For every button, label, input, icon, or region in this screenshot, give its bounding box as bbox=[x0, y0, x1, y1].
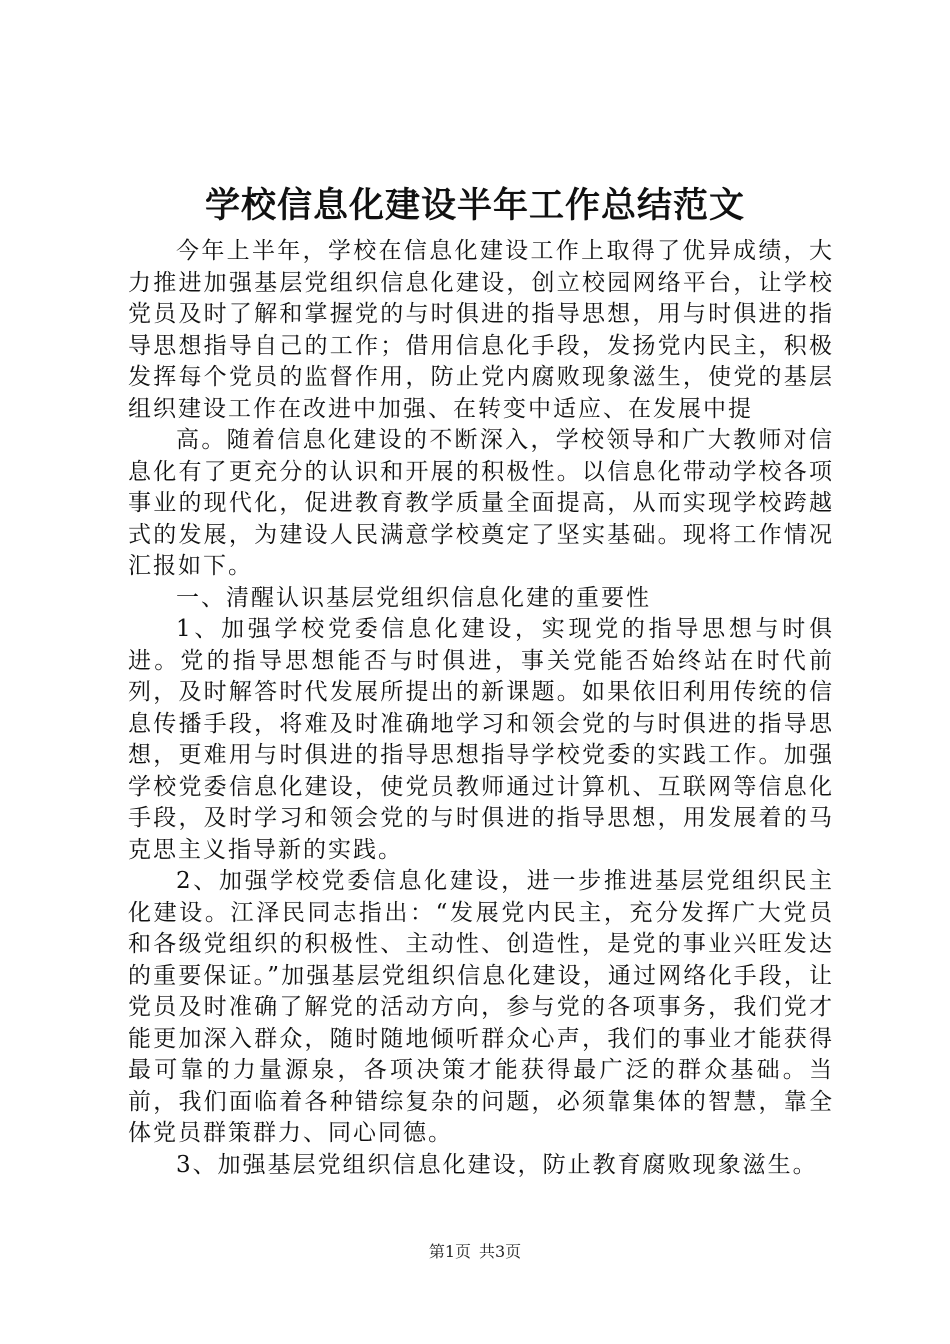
paragraph-intro-continued: 高。随着信息化建设的不断深入，学校领导和广大教师对信息化有了更充分的认识和开展的积极性。以信息化带动学校各项事业的现代化，促进教育教学质量全面提高，从而实现学校跨越式的发展，为建设人民满意学校奠定了坚实基础。现将工作情况汇报如下。 bbox=[128, 427, 834, 579]
document-body bbox=[128, 236, 834, 1181]
paragraph-point-1: 1、加强学校党委信息化建设，实现党的指导思想与时俱进。党的指导思想能否与时俱进，事关党能否始终站在时代前列，及时解答时代发展所提出的新课题。如果依旧利用传统的信息传播手段，将难及时准确地学习和领会党的与时俱进的指导思想，更难用与时俱进的指导思想指导学校党委的实践工作。加强学校党委信息化建设，使党员教师通过计算机、互联网等信息化手段，及时学习和领会党的与时俱进的指导思想，用发展着的马克思主义指导新的实践。 bbox=[128, 616, 834, 863]
paragraph-point-2: 2、加强学校党委信息化建设，进一步推进基层党组织民主化建设。江泽民同志指出：“发展党内民主，充分发挥广大党员和各级党组织的积极性、主动性、创造性，是党的事业兴旺发达的重要保证。”加强基层党组织信息化建设，通过网络化手段，让党员及时准确了解党的活动方向，参与党的各项事务，我们党才能更加深入群众，随时随地倾听群众心声，我们的事业才能获得最可靠的力量源泉，各项决策才能获得最广泛的群众基础。当前，我们面临着各种错综复杂的问题，必须靠集体的智慧，靠全体党员群策群力、同心同德。 bbox=[128, 868, 834, 1146]
section-heading: 一、清醒认识基层党组织信息化建的重要性 bbox=[176, 584, 651, 611]
paragraph-intro: 今年上半年，学校在信息化建设工作上取得了优异成绩，大力推进加强基层党组织信息化建设，创立校园网络平台，让学校党员及时了解和掌握党的与时俱进的指导思想，用与时俱进的指导思想指导自己的工作；借用信息化手段，发扬党内民主，积极发挥每个党员的监督作用，防止党内腐败现象滋生，使党的基层组织建设工作在改进中加强、在转变中适应、在发展中提 bbox=[128, 238, 834, 422]
page-number: 第1页 bbox=[428, 1242, 471, 1261]
paragraph-point-3: 3、加强基层党组织信息化建设，防止教育腐败现象滋生。 bbox=[176, 1151, 818, 1178]
page-total: 共3页 bbox=[479, 1242, 522, 1261]
document-title: 学校信息化建设半年工作总结范文 bbox=[204, 185, 745, 226]
page-footer bbox=[0, 1240, 950, 1264]
